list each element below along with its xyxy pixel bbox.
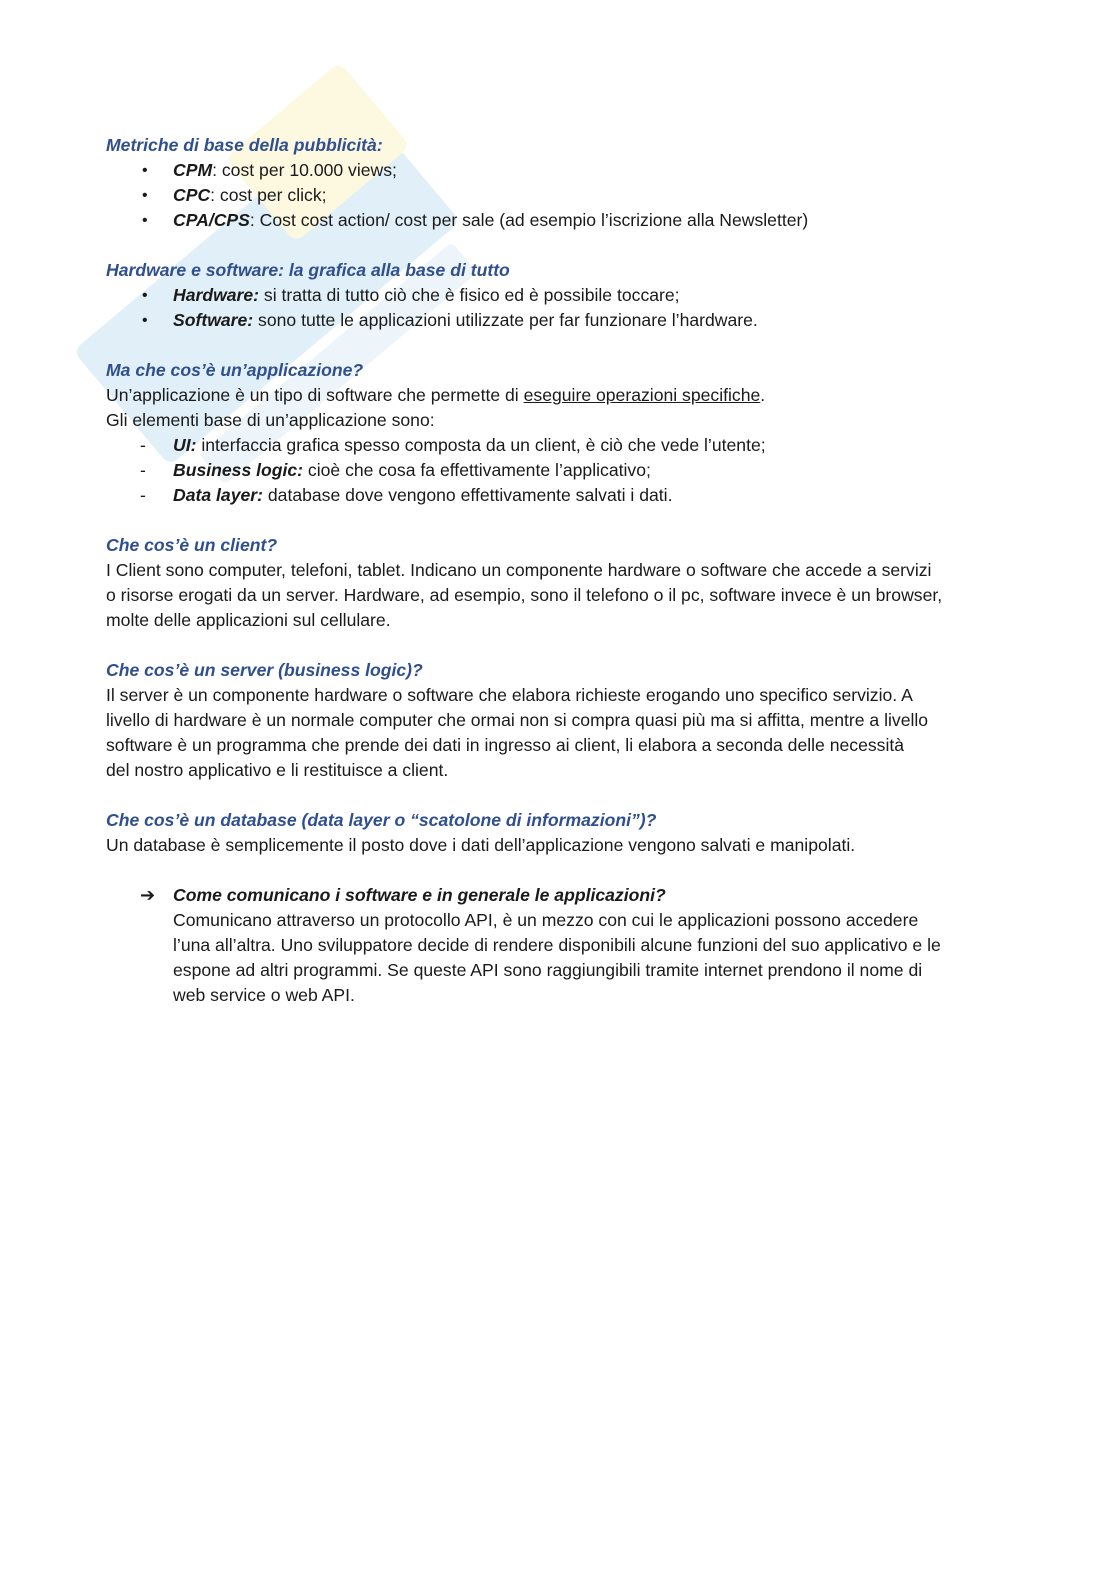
- paragraph-line: livello di hardware è un normale computer che ormai non si compra quasi più ma si affitta, mentre a livello: [106, 710, 929, 730]
- paragraph-line: l’una all’altra. Uno sviluppatore decide di rendere disponibili alcune funzioni del suo applicativo e le: [173, 935, 941, 955]
- applicazione-list: [106, 433, 1006, 508]
- section-heading-client: Che cos’è un client?: [106, 535, 278, 555]
- metriche-list: [106, 158, 1006, 233]
- paragraph-line: o risorse erogati da un server. Hardware, ad esempio, sono il telefono o il pc, software invece è un browser,: [106, 585, 943, 605]
- list-item: • Software: sono tutte le applicazioni utilizzate per far funzionare l’hardware.: [106, 308, 1006, 333]
- document-page: [106, 133, 1006, 1008]
- hardware-list: [106, 283, 1006, 333]
- paragraph-line: molte delle applicazioni sul cellulare.: [106, 610, 391, 630]
- paragraph-line: Il server è un componente hardware o software che elabora richieste erogando uno specifico servizio. A: [106, 685, 913, 705]
- dash-icon: -: [140, 485, 146, 505]
- paragraph-line: Comunicano attraverso un protocollo API, è un mezzo con cui le applicazioni possono accedere: [173, 910, 919, 930]
- bullet-icon: •: [142, 287, 148, 304]
- list-item: - Data layer: database dove vengono effettivamente salvati i dati.: [106, 483, 1006, 508]
- paragraph: Un’applicazione è un tipo di software che permette di eseguire operazioni specifiche.: [106, 385, 766, 405]
- arrow-heading: Come comunicano i software e in generale le applicazioni?: [173, 885, 666, 905]
- section-heading-hardware: Hardware e software: la grafica alla base di tutto: [106, 260, 510, 280]
- list-item: • CPC: cost per click;: [106, 183, 1006, 208]
- bullet-icon: •: [142, 312, 148, 329]
- paragraph-line: web service o web API.: [173, 985, 355, 1005]
- section-heading-database: Che cos’è un database (data layer o “scatolone di informazioni”)?: [106, 810, 657, 830]
- underlined-phrase: eseguire operazioni specifiche: [523, 385, 761, 405]
- paragraph-line: Un database è semplicemente il posto dove i dati dell’applicazione vengono salvati e manipolati.: [106, 835, 856, 855]
- section-heading-applicazione: Ma che cos’è un’applicazione?: [106, 360, 364, 380]
- list-item: • CPM: cost per 10.000 views;: [106, 158, 1006, 183]
- bullet-icon: •: [142, 212, 148, 229]
- bullet-icon: •: [142, 187, 148, 204]
- arrow-section-comunicano: [106, 883, 1006, 1008]
- arrow-right-icon: ➔: [140, 885, 156, 905]
- dash-icon: -: [140, 435, 146, 455]
- dash-icon: -: [140, 460, 146, 480]
- bullet-icon: •: [142, 162, 148, 179]
- section-heading-server: Che cos’è un server (business logic)?: [106, 660, 423, 680]
- list-item: - UI: interfaccia grafica spesso composta da un client, è ciò che vede l’utente;: [106, 433, 1006, 458]
- paragraph-line: del nostro applicativo e li restituisce a client.: [106, 760, 449, 780]
- paragraph-line: I Client sono computer, telefoni, tablet. Indicano un componente hardware o software che accede a servizi: [106, 560, 932, 580]
- list-item: • CPA/CPS: Cost cost action/ cost per sale (ad esempio l’iscrizione alla Newsletter): [106, 208, 1006, 233]
- section-heading-metriche: Metriche di base della pubblicità:: [106, 135, 383, 155]
- paragraph-line: espone ad altri programmi. Se queste API sono raggiungibili tramite internet prendono il nome di: [173, 960, 923, 980]
- list-item: • Hardware: si tratta di tutto ciò che è fisico ed è possibile toccare;: [106, 283, 1006, 308]
- list-item: - Business logic: cioè che cosa fa effettivamente l’applicativo;: [106, 458, 1006, 483]
- paragraph: Gli elementi base di un’applicazione sono:: [106, 410, 435, 430]
- paragraph-line: software è un programma che prende dei dati in ingresso ai client, li elabora a seconda delle necessità: [106, 735, 905, 755]
